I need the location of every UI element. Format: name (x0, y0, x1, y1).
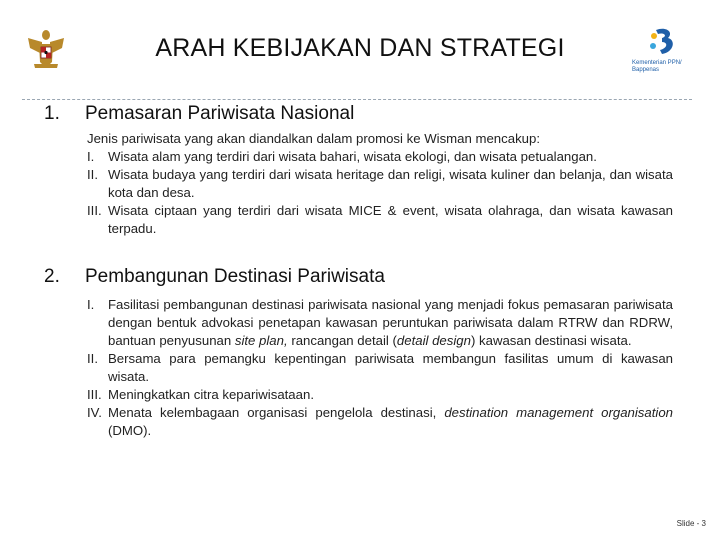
section-1-title: Pemasaran Pariwisata Nasional (85, 103, 355, 124)
list-item-emphasis: site plan, (234, 333, 288, 348)
page-title: ARAH KEBIJAKAN DAN STRATEGI (155, 34, 565, 62)
list-item-text-part: rancangan detail ( (287, 333, 397, 348)
list-item (87, 350, 673, 386)
list-item (87, 202, 673, 238)
list-item (87, 148, 673, 166)
list-item-text: Bersama para pemangku kepentingan pariwisata membangun fasilitas umum di kawasan wisata. (108, 351, 673, 384)
header-divider (22, 99, 692, 100)
list-item-text-part: Menata kelembagaan organisasi pengelola destinasi, (108, 405, 445, 420)
list-item-text: Wisata ciptaan yang terdiri dari wisata MICE & event, wisata olahraga, dan wisata kawasan terpadu. (108, 203, 673, 236)
list-item-number: III. (87, 203, 102, 218)
list-item-number: II. (87, 167, 98, 182)
list-item-number: II. (87, 351, 98, 366)
list-item-text: Meningkatkan citra kepariwisataan. (108, 387, 314, 402)
list-item-number: I. (87, 149, 95, 164)
list-item-text: Wisata alam yang terdiri dari wisata bahari, wisata ekologi, dan wisata petualangan. (108, 149, 597, 164)
list-item-text-part: Fasilitasi pembangunan destinasi pariwisata nasional yang menjadi fokus pemasaran pariwisata dengan bentuk advokasi penetapan kawasan peruntukan pariwisata dalam RTRW dan RDRW, bantuan penyusunan (108, 297, 673, 348)
section-2-number: 2. (44, 266, 60, 287)
list-item (87, 296, 673, 350)
list-item-number: IV. (87, 405, 102, 420)
bappenas-logo (632, 26, 696, 88)
slide-number: Slide - 3 (676, 519, 706, 528)
garuda-emblem-icon (24, 26, 68, 72)
list-item-text-part: (DMO). (108, 423, 152, 438)
list-item-text (108, 297, 673, 348)
list-item-emphasis: detail design (396, 333, 471, 348)
bappenas-logo-line1: Kementerian PPN/ (632, 60, 682, 66)
bappenas-logo-text (632, 60, 696, 74)
list-item (87, 386, 673, 404)
list-item (87, 166, 673, 202)
list-item-number: III. (87, 387, 102, 402)
bappenas-logo-icon (632, 26, 696, 60)
list-item-text: Wisata budaya yang terdiri dari wisata heritage dan religi, wisata kuliner dan belanja, dan wisata kota dan desa. (108, 167, 673, 200)
section-1-list (87, 148, 673, 238)
list-item-text (108, 405, 673, 438)
bappenas-logo-line2: Bappenas (632, 67, 660, 73)
list-item-emphasis: destination management organisation (444, 405, 673, 420)
list-item-number: I. (87, 297, 95, 312)
section-1-number: 1. (44, 103, 60, 124)
section-1-intro: Jenis pariwisata yang akan diandalkan dalam promosi ke Wisman mencakup: (87, 131, 540, 146)
section-2-title: Pembangunan Destinasi Pariwisata (85, 266, 385, 287)
list-item (87, 404, 673, 440)
section-2-list (87, 296, 673, 440)
list-item-text-part: ) kawasan destinasi wisata. (470, 333, 632, 348)
